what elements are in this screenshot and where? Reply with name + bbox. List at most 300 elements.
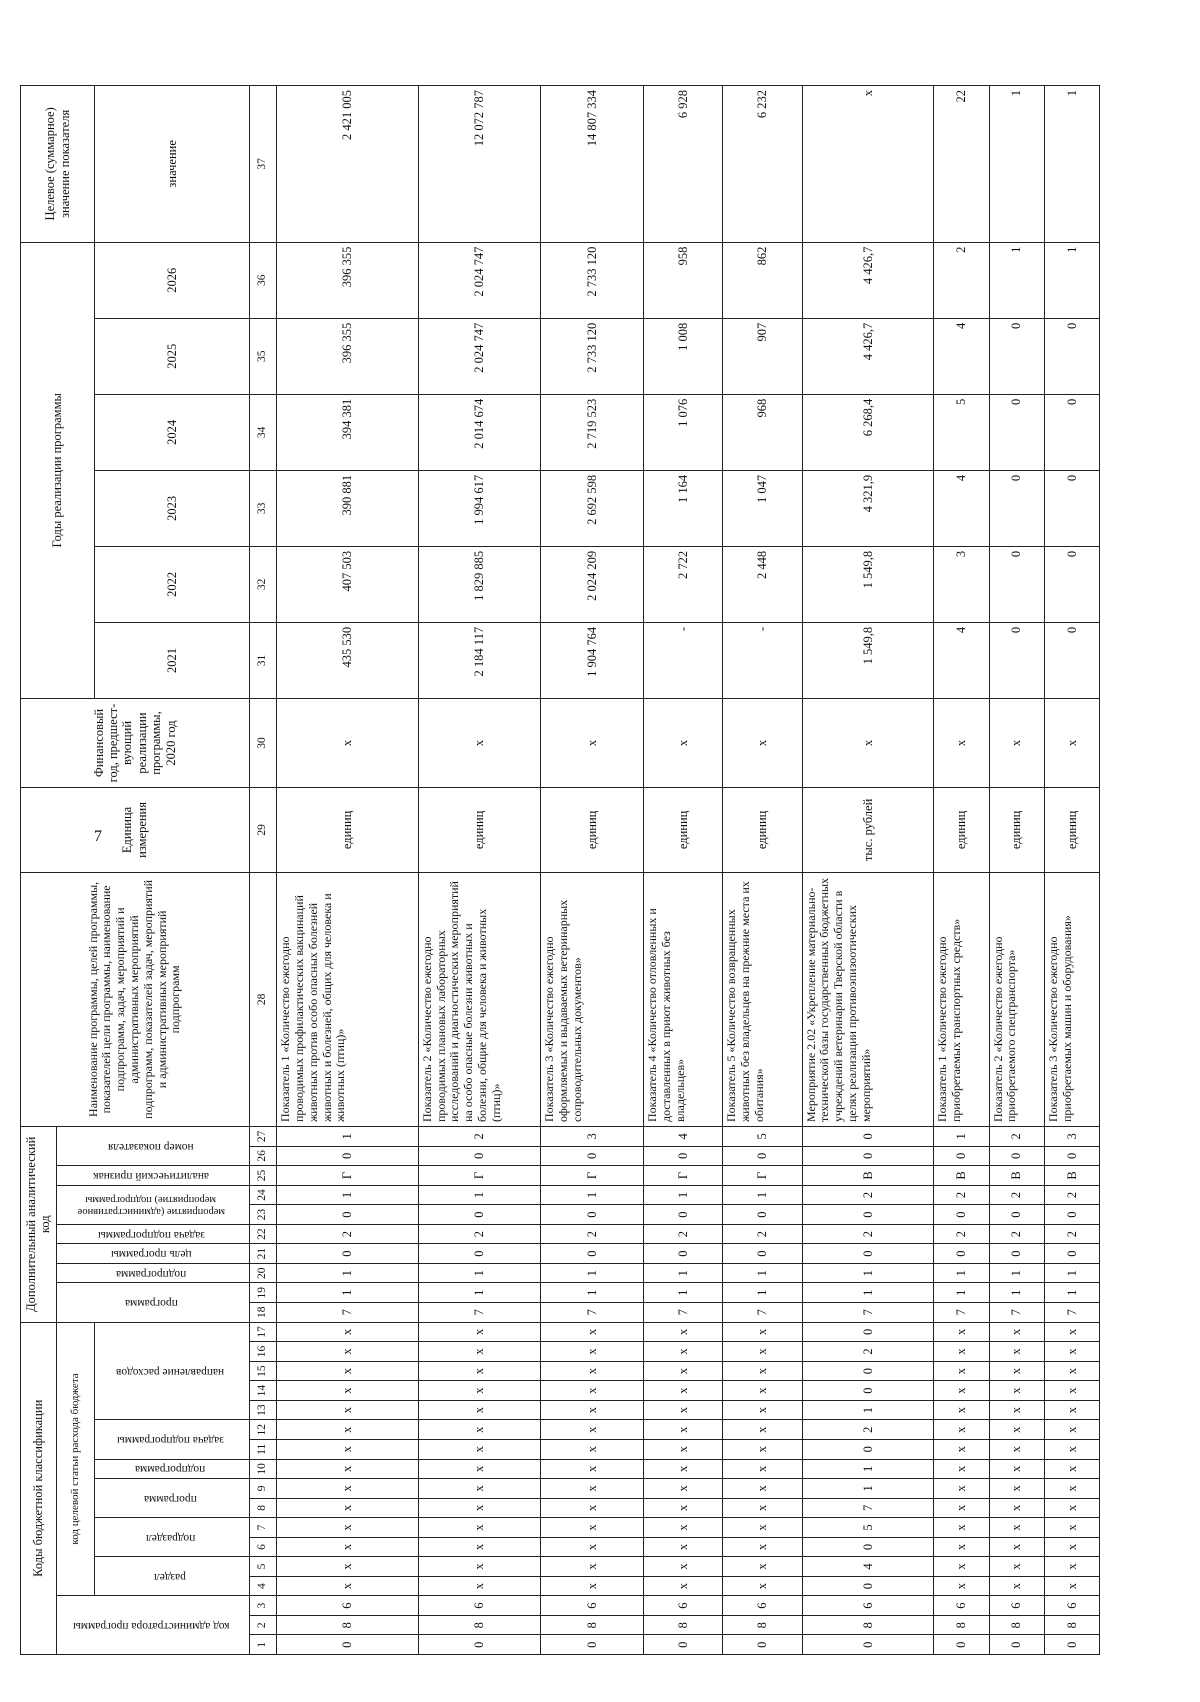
table-row [723,86,802,1655]
code-cell: х [934,1576,989,1596]
code-cell: х [541,1557,644,1577]
year-value-cell: 2 448 [723,546,802,622]
code-cell: 0 [418,1205,540,1225]
year-value-cell: 1 829 885 [418,546,540,622]
name-column-header: Наименование программы, целей программы, показателей цели программы, наименование подпрограмм, задач, мероприятий и административных мероприятий подпрограмм, показателей задач, мероприятий и административных мероприятий подпрограмм [21,872,250,1126]
code-cell: 1 [802,1283,934,1303]
year-value-cell: 0 [1044,318,1099,394]
table-row [277,86,419,1655]
program-label: программа [143,1492,197,1505]
column-number: 10 [249,1459,277,1479]
code-cell: 0 [802,1576,934,1596]
code-cell: 2 [644,1224,723,1244]
code-cell: х [989,1439,1044,1459]
column-number: 2 [249,1615,277,1635]
code-cell: 0 [418,1146,540,1166]
code-cell: 1 [723,1185,802,1205]
code-cell: В [1044,1166,1099,1186]
column-number: 24 [249,1185,277,1205]
code-cell: х [644,1439,723,1459]
code-cell: 2 [277,1224,419,1244]
code-cell: х [277,1537,419,1557]
year-value-cell: 0 [1044,394,1099,470]
year-value-cell: 0 [989,622,1044,698]
code-cell: 1 [802,1400,934,1420]
column-number: 22 [249,1224,277,1244]
code-cell: х [541,1361,644,1381]
code-cell: х [723,1576,802,1596]
code-cell: 0 [934,1205,989,1225]
row-name: Показатель 3 «Количество ежегодно приобретаемых машин и оборудования» [1044,872,1099,1126]
add-program-header [56,1283,249,1322]
code-cell: 1 [723,1283,802,1303]
code-cell: х [277,1459,419,1479]
admin-code-label: код администратора программы [72,1619,230,1632]
add-indicator-header [56,1126,249,1165]
year-value-cell: 4 [934,470,989,546]
code-cell: х [989,1322,1044,1342]
code-cell: х [934,1381,989,1401]
year-value-cell: 3 [934,546,989,622]
prev-year-header: Финансовый год, предшест- вующий реализации программы, 2020 год [21,698,250,787]
code-cell: х [418,1518,540,1538]
code-cell: х [418,1498,540,1518]
add-subprogram-label: подпрограмма [115,1267,187,1280]
row-name: Показатель 2 «Количество ежегодно приобретаемого спецтранспорта» [989,872,1044,1126]
column-number: 16 [249,1342,277,1362]
code-cell: х [723,1479,802,1499]
code-cell: х [989,1576,1044,1596]
code-cell: х [541,1537,644,1557]
code-cell: 0 [1044,1205,1099,1225]
code-cell: Г [418,1166,540,1186]
code-cell: 7 [418,1303,540,1323]
row-name: Показатель 3 «Количество ежегодно оформляемых и выдаваемых ветеринарных сопроводительных документов» [541,872,644,1126]
years-group-header: Годы реализации программы [21,242,95,698]
unit-cell: единиц [644,788,723,873]
code-cell: 0 [802,1635,934,1655]
code-cell: х [989,1518,1044,1538]
code-cell: 0 [541,1146,644,1166]
unit-cell: единиц [418,788,540,873]
code-cell: 7 [1044,1303,1099,1323]
code-cell: Г [723,1166,802,1186]
column-number: 27 [249,1126,277,1146]
code-cell: х [934,1322,989,1342]
column-number: 23 [249,1205,277,1225]
code-cell: 2 [1044,1224,1099,1244]
code-cell: х [989,1420,1044,1440]
prev-year-cell: х [644,698,723,787]
code-cell: 2 [418,1126,540,1146]
code-cell: х [723,1342,802,1362]
code-cell: х [418,1420,540,1440]
year-value-cell: 1 994 617 [418,470,540,546]
code-cell: х [1044,1400,1099,1420]
table-row [541,86,644,1655]
code-cell: х [1044,1576,1099,1596]
year-value-cell: 4 426,7 [802,318,934,394]
year-value-cell: 2 184 117 [418,622,540,698]
column-number: 28 [249,872,277,1126]
target-value-header: значение [95,86,250,243]
column-number: 3 [249,1596,277,1616]
code-cell: х [541,1498,644,1518]
year-value-cell: 4 321,9 [802,470,934,546]
code-cell: х [723,1557,802,1577]
row-name: Мероприятие 2.02 «Укрепление материально-технической базы государственных бюджетных учреждений ветеринарии Тверской области в целях реализации противоэпизоотических мероприятий» [802,872,934,1126]
row-name: Показатель 2 «Количество ежегодно проводимых плановых лабораторных исследований и диагностических мероприятий на особо опасные болезни животных и болезни, общие для человека и животных (птиц)» [418,872,540,1126]
year-value-cell: 0 [989,470,1044,546]
code-cell: 0 [989,1146,1044,1166]
target-value-cell: 2 421 005 [277,86,419,243]
target-value-cell: 1 [1044,86,1099,243]
code-cell: х [934,1400,989,1420]
code-cell: 1 [644,1283,723,1303]
target-value-cell: 22 [934,86,989,243]
code-cell: 5 [723,1126,802,1146]
code-cell: 0 [277,1244,419,1264]
prev-year-cell: х [418,698,540,787]
code-cell: х [418,1322,540,1342]
year-value-cell: 396 355 [277,318,419,394]
code-cell: 1 [989,1283,1044,1303]
code-cell: 2 [418,1224,540,1244]
year-value-cell: 2 733 120 [541,318,644,394]
column-number: 30 [249,698,277,787]
year-value-cell: 4 426,7 [802,242,934,318]
code-cell: х [541,1479,644,1499]
code-cell: 2 [723,1224,802,1244]
code-cell: 1 [418,1263,540,1283]
code-cell: 0 [277,1205,419,1225]
code-cell: х [418,1557,540,1577]
code-cell: 0 [723,1146,802,1166]
year-value-cell: 2 719 523 [541,394,644,470]
code-cell: 1 [541,1263,644,1283]
year-value-cell: 2 [934,242,989,318]
code-cell: В [802,1166,934,1186]
year-value-cell: 1 549,8 [802,546,934,622]
prev-year-cell: х [541,698,644,787]
code-cell: 7 [723,1303,802,1323]
code-cell: х [934,1361,989,1381]
add-analytic-label: аналитический признак [92,1170,209,1183]
code-cell: х [934,1498,989,1518]
code-cell: х [541,1439,644,1459]
add-program-label: программа [124,1297,178,1310]
table-row [418,86,540,1655]
code-cell: х [989,1361,1044,1381]
code-cell: х [723,1381,802,1401]
code-cell: 2 [541,1224,644,1244]
column-number: 7 [249,1518,277,1538]
code-cell: 8 [418,1615,540,1635]
code-cell: 0 [802,1322,934,1342]
code-cell: 4 [644,1126,723,1146]
unit-cell: единиц [723,788,802,873]
code-cell: 8 [277,1615,419,1635]
target-value-cell: 6 232 [723,86,802,243]
code-cell: 1 [418,1185,540,1205]
code-cell: х [1044,1342,1099,1362]
code-cell: 1 [277,1263,419,1283]
column-number: 11 [249,1439,277,1459]
year-value-cell: 1 [1044,242,1099,318]
row-name: Показатель 4 «Количество отловленных и доставленных в приют животных без владельцев» [644,872,723,1126]
code-cell: 0 [541,1205,644,1225]
year-value-cell: 390 881 [277,470,419,546]
table-row [934,86,989,1655]
code-cell: 0 [802,1146,934,1166]
column-number: 6 [249,1537,277,1557]
column-number: 5 [249,1557,277,1577]
add-analytic-header [56,1166,249,1186]
year-value-cell: 1 549,8 [802,622,934,698]
unit-cell: единиц [1044,788,1099,873]
target-value-cell: 6 928 [644,86,723,243]
code-cell: х [277,1439,419,1459]
column-number: 20 [249,1263,277,1283]
code-cell: х [934,1479,989,1499]
code-cell: х [1044,1381,1099,1401]
code-cell: х [541,1400,644,1420]
year-value-cell: 1 [989,242,1044,318]
code-cell: х [989,1498,1044,1518]
code-cell: 1 [1044,1283,1099,1303]
code-cell: х [541,1342,644,1362]
column-number: 35 [249,318,277,394]
unit-cell: единиц [277,788,419,873]
code-cell: 1 [541,1185,644,1205]
add-goal-header [56,1244,249,1264]
year-value-cell: 1 047 [723,470,802,546]
column-number: 33 [249,470,277,546]
code-cell: 0 [1044,1146,1099,1166]
code-cell: 7 [934,1303,989,1323]
expense-direction-header [95,1322,250,1420]
code-cell: 8 [934,1615,989,1635]
code-cell: 1 [723,1263,802,1283]
code-cell: 1 [277,1185,419,1205]
column-number: 8 [249,1498,277,1518]
column-number: 13 [249,1400,277,1420]
code-cell: х [277,1576,419,1596]
code-cell: х [541,1381,644,1401]
column-number: 9 [249,1479,277,1499]
code-cell: 1 [541,1283,644,1303]
code-cell: х [1044,1361,1099,1381]
code-cell: х [418,1479,540,1499]
rotated-table-page [20,85,1100,1655]
add-goal-label: цель программы [110,1248,192,1261]
code-cell: х [418,1576,540,1596]
section-label: раздел [154,1570,187,1583]
code-cell: х [644,1498,723,1518]
column-numbers-row [249,86,277,1655]
row-name: Показатель 5 «Количество возвращенных животных без владельцев на прежние места их обитания» [723,872,802,1126]
column-number: 36 [249,242,277,318]
year-value-cell: - [723,622,802,698]
column-number: 12 [249,1420,277,1440]
code-cell: 0 [644,1244,723,1264]
code-cell: х [644,1576,723,1596]
code-cell: 0 [802,1205,934,1225]
code-cell: 0 [723,1244,802,1264]
year-value-cell: 407 503 [277,546,419,622]
column-number: 14 [249,1381,277,1401]
code-cell: х [644,1557,723,1577]
code-cell: х [277,1479,419,1499]
code-cell: х [934,1459,989,1479]
code-cell: 2 [989,1224,1044,1244]
prev-year-cell: х [723,698,802,787]
add-indicator-label: номер показателя [108,1140,194,1153]
page-number: 7 [94,828,102,845]
code-cell: х [644,1322,723,1342]
year-2022-header: 2022 [95,546,250,622]
code-cell: х [541,1576,644,1596]
code-cell: 0 [934,1244,989,1264]
column-number: 1 [249,1635,277,1655]
code-cell: х [277,1322,419,1342]
additional-code-header: Дополнительный аналитический код [21,1126,57,1322]
code-cell: х [644,1479,723,1499]
prev-year-cell: х [1044,698,1099,787]
code-cell: 0 [723,1205,802,1225]
column-number: 34 [249,394,277,470]
code-cell: 0 [989,1244,1044,1264]
code-cell: 0 [934,1635,989,1655]
code-cell: Г [644,1166,723,1186]
code-cell: 1 [277,1283,419,1303]
code-cell: х [277,1381,419,1401]
code-cell: х [418,1537,540,1557]
code-cell: х [541,1420,644,1440]
year-value-cell: 394 381 [277,394,419,470]
code-cell: 2 [934,1224,989,1244]
code-cell: 7 [277,1303,419,1323]
year-value-cell: 2 024 747 [418,318,540,394]
code-cell: 1 [802,1479,934,1499]
code-cell: 3 [1044,1126,1099,1146]
code-cell: х [644,1342,723,1362]
year-value-cell: 5 [934,394,989,470]
year-2023-header: 2023 [95,470,250,546]
code-cell: х [934,1557,989,1577]
code-cell: 0 [277,1635,419,1655]
code-cell: х [1044,1459,1099,1479]
code-cell: 1 [802,1459,934,1479]
year-value-cell: 2 024 209 [541,546,644,622]
code-cell: 6 [934,1596,989,1616]
prev-year-cell: х [277,698,419,787]
code-cell: 0 [541,1244,644,1264]
code-cell: х [277,1361,419,1381]
code-cell: 0 [802,1244,934,1264]
code-cell: х [989,1342,1044,1362]
code-cell: х [989,1459,1044,1479]
year-value-cell: 0 [989,546,1044,622]
code-cell: х [418,1400,540,1420]
code-cell: 2 [802,1342,934,1362]
code-cell: х [934,1342,989,1362]
code-cell: х [723,1498,802,1518]
code-cell: х [723,1537,802,1557]
code-cell: Г [541,1166,644,1186]
code-cell: х [1044,1322,1099,1342]
year-value-cell: 0 [989,394,1044,470]
code-cell: х [418,1459,540,1479]
year-value-cell: 1 164 [644,470,723,546]
code-cell: х [644,1400,723,1420]
unit-cell: тыс. рублей [802,788,934,873]
year-value-cell: 6 268,4 [802,394,934,470]
code-cell: 0 [723,1635,802,1655]
code-cell: 0 [1044,1244,1099,1264]
code-cell: 6 [802,1596,934,1616]
code-cell: 5 [802,1518,934,1538]
code-cell: х [1044,1439,1099,1459]
table-row [989,86,1044,1655]
add-measure-header [56,1185,249,1224]
add-subprogram-header [56,1263,249,1283]
column-number: 32 [249,546,277,622]
code-cell: 1 [934,1283,989,1303]
code-cell: 6 [418,1596,540,1616]
year-value-cell: 0 [1044,546,1099,622]
year-value-cell: 435 530 [277,622,419,698]
add-task-header [56,1224,249,1244]
code-cell: х [1044,1537,1099,1557]
code-cell: х [418,1381,540,1401]
code-cell: х [934,1518,989,1538]
code-cell: х [934,1439,989,1459]
column-number: 21 [249,1244,277,1264]
code-cell: 6 [541,1596,644,1616]
year-value-cell: 1 076 [644,394,723,470]
code-cell: 2 [802,1224,934,1244]
code-cell: 1 [1044,1263,1099,1283]
code-cell: 7 [644,1303,723,1323]
code-cell: 1 [644,1263,723,1283]
code-cell: 7 [802,1498,934,1518]
code-cell: 0 [802,1126,934,1146]
code-cell: 8 [989,1615,1044,1635]
code-cell: 1 [989,1263,1044,1283]
add-measure-label: мероприятие (административное мероприятие) подпрограммы [77,1193,225,1217]
code-cell: х [277,1400,419,1420]
code-cell: 1 [418,1283,540,1303]
code-cell: 8 [1044,1615,1099,1635]
code-cell: х [644,1361,723,1381]
code-cell: х [723,1400,802,1420]
code-cell: х [989,1400,1044,1420]
code-cell: х [989,1381,1044,1401]
code-cell: х [1044,1518,1099,1538]
column-number: 29 [249,788,277,873]
code-cell: х [723,1439,802,1459]
year-value-cell: 907 [723,318,802,394]
column-number: 25 [249,1166,277,1186]
code-cell: х [723,1420,802,1440]
unit-cell: единиц [934,788,989,873]
budget-codes-header: Коды бюджетной классификации [21,1322,57,1654]
target-value-cell: х [802,86,934,243]
column-number: 26 [249,1146,277,1166]
year-value-cell: 4 [934,622,989,698]
code-cell: х [541,1459,644,1479]
